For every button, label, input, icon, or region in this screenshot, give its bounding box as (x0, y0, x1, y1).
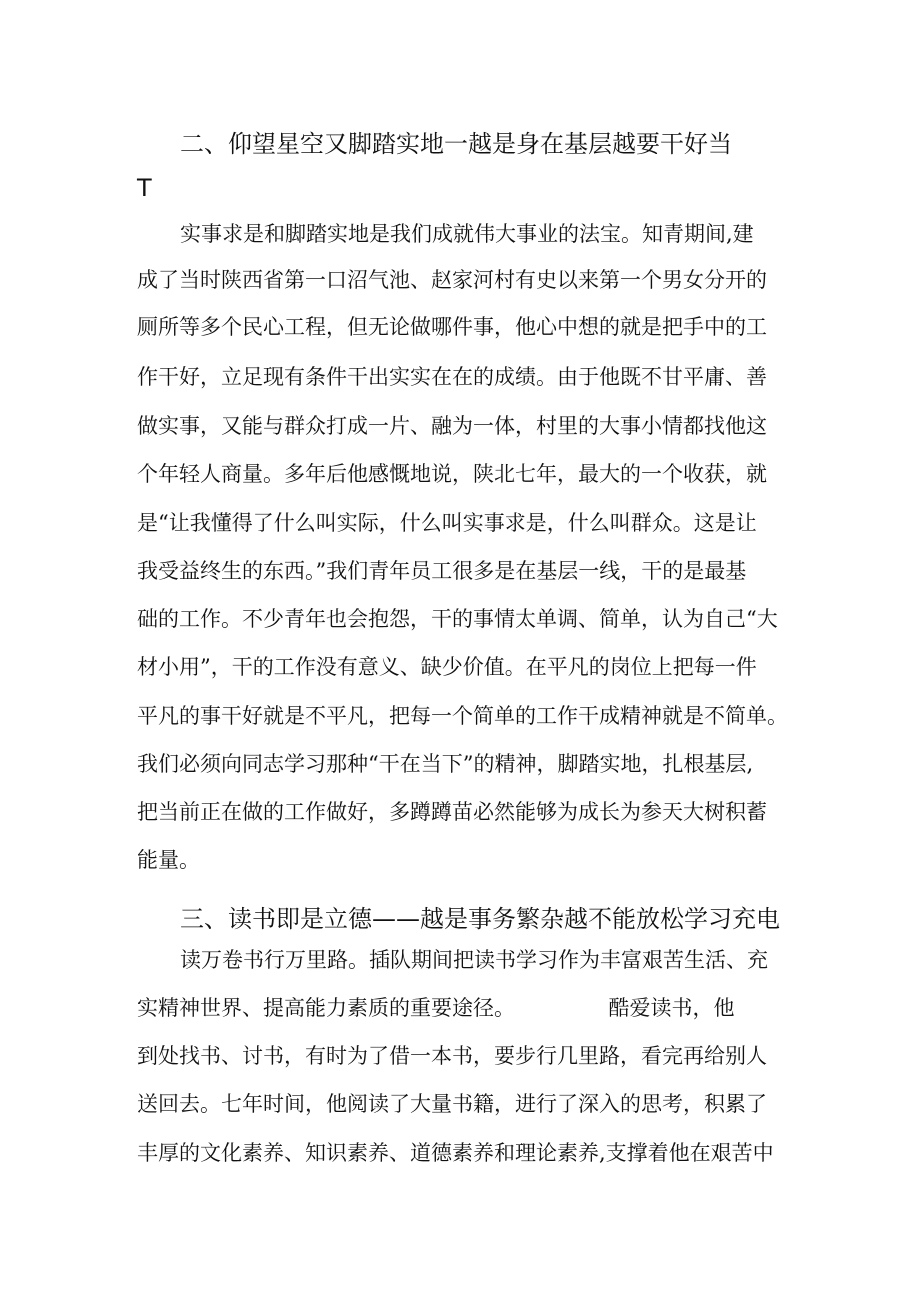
section-heading-3: 三、读书即是立德——越是事务繁杂越不能放松学习充电 (180, 905, 780, 933)
paragraph-line: 厕所等多个民心工程，但无论做哪件事，他心中想的就是把手中的工 (137, 315, 767, 339)
paragraph-line: 是“让我懂得了什么叫实际，什么叫实事求是，什么叫群众。这是让 (137, 511, 757, 535)
paragraph-line: 能量。 (137, 848, 200, 872)
paragraph-line: 我们必须向同志学习那种“干在当下”的精神，脚踏实地，扎根基层, (137, 752, 754, 776)
paragraph-line: 把当前正在做的工作做好，多蹲蹲苗必然能够为成长为参天大树积蓄 (137, 800, 767, 824)
paragraph-line: 到处找书、讨书，有时为了借一本书，要步行几里路，看完再给别人 (137, 1044, 767, 1068)
section-heading-2: 二、仰望星空又脚踏实地一越是身在基层越要干好当 (180, 130, 732, 158)
paragraph-line: 材小用”，干的工作没有意义、缺少价值。在平凡的岗位上把每一件 (137, 655, 757, 679)
paragraph-line: 读万卷书行万里路。插队期间把读书学习作为丰富艰苦生活、充 (180, 948, 768, 972)
paragraph-line: 作干好，立足现有条件干出实实在在的成绩。由于他既不甘平庸、善 (137, 365, 767, 389)
paragraph-line: 实精神世界、提高能力素质的重要途径。 酷爱读书，他 (137, 996, 735, 1020)
paragraph-line: 个年轻人商量。多年后他感慨地说，陕北七年，最大的一个收获，就 (137, 462, 767, 486)
paragraph-line: 成了当时陕西省第一口沼气池、赵家河村有史以来第一个男女分开的 (137, 268, 767, 292)
paragraph-line: 实事求是和脚踏实地是我们成就伟大事业的法宝。知青期间,建 (180, 222, 754, 246)
section-heading-2-continued: T (137, 174, 152, 202)
paragraph-line: 础的工作。不少青年也会抱怨，干的事情太单调、简单，认为自己“大 (137, 607, 778, 631)
paragraph-line: 丰厚的文化素养、知识素养、道德素养和理论素养,支撑着他在艰苦中 (137, 1141, 774, 1165)
paragraph-line: 做实事，又能与群众打成一片、融为一体，村里的大事小情都找他这 (137, 414, 767, 438)
paragraph-line: 我受益终生的东西。”我们青年员工很多是在基层一线，干的是最基 (137, 559, 747, 583)
paragraph-line: 送回去。七年时间，他阅读了大量书籍，进行了深入的思考，积累了 (137, 1092, 767, 1116)
paragraph-line: 平凡的事干好就是不平凡，把每一个简单的工作干成精神就是不简单。 (137, 704, 788, 728)
